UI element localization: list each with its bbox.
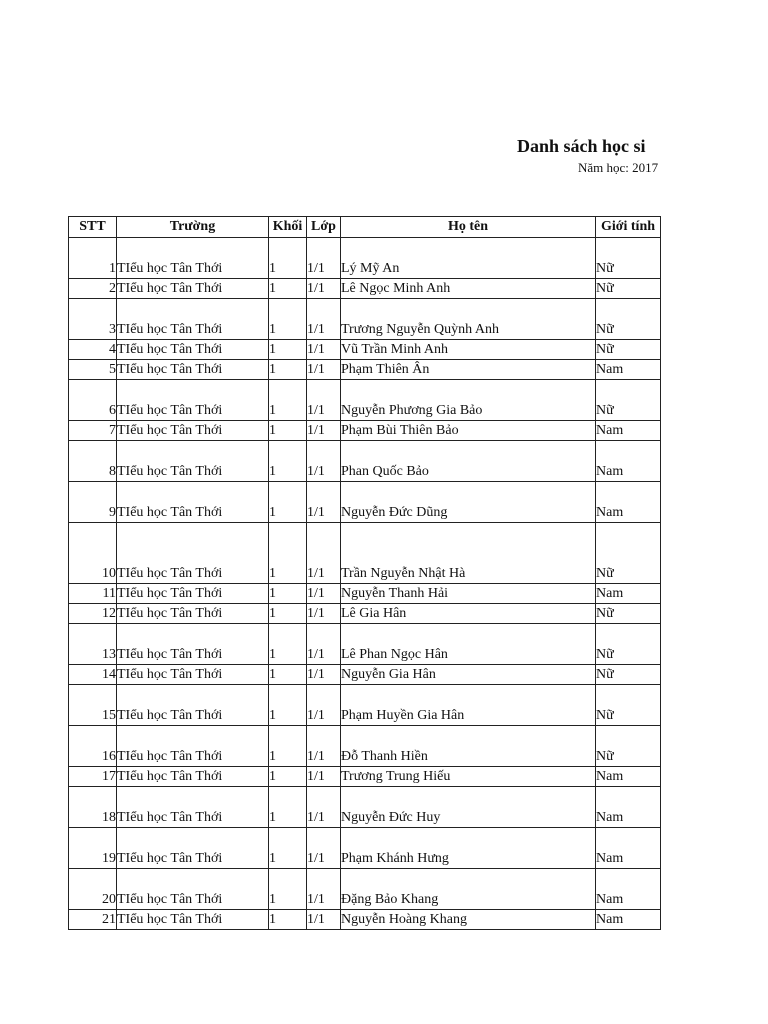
cell-stt: 13 <box>69 624 117 665</box>
cell-stt: 11 <box>69 584 117 604</box>
cell-full-name: Trương Nguyễn Quỳnh Anh <box>341 299 596 340</box>
table-row <box>69 299 661 340</box>
cell-school: TIểu học Tân Thới <box>117 340 269 360</box>
table-row <box>69 238 661 279</box>
cell-class: 1/1 <box>307 910 341 930</box>
cell-school: TIểu học Tân Thới <box>117 828 269 869</box>
school-year-label: Năm học: 2017 <box>578 160 659 175</box>
cell-school: TIểu học Tân Thới <box>117 441 269 482</box>
cell-full-name: Phạm Bùi Thiên Bảo <box>341 421 596 441</box>
header-grade: Khối <box>269 217 307 238</box>
cell-class: 1/1 <box>307 624 341 665</box>
cell-grade: 1 <box>269 665 307 685</box>
cell-stt: 1 <box>69 238 117 279</box>
cell-full-name: Lê Phan Ngọc Hân <box>341 624 596 665</box>
header-stt: STT <box>69 217 117 238</box>
cell-class: 1/1 <box>307 869 341 910</box>
cell-stt: 3 <box>69 299 117 340</box>
cell-class: 1/1 <box>307 340 341 360</box>
table-row <box>69 869 661 910</box>
cell-full-name: Nguyễn Phương Gia Bảo <box>341 380 596 421</box>
cell-full-name: Trần Nguyễn Nhật Hà <box>341 523 596 584</box>
cell-school: TIểu học Tân Thới <box>117 238 269 279</box>
table-row <box>69 604 661 624</box>
cell-grade: 1 <box>269 624 307 665</box>
cell-gender: Nam <box>596 869 661 910</box>
cell-stt: 14 <box>69 665 117 685</box>
cell-full-name: Đặng Bảo Khang <box>341 869 596 910</box>
cell-class: 1/1 <box>307 767 341 787</box>
cell-grade: 1 <box>269 584 307 604</box>
cell-class: 1/1 <box>307 685 341 726</box>
cell-grade: 1 <box>269 340 307 360</box>
cell-school: TIểu học Tân Thới <box>117 482 269 523</box>
table-body <box>69 238 661 930</box>
cell-class: 1/1 <box>307 828 341 869</box>
cell-class: 1/1 <box>307 584 341 604</box>
cell-stt: 8 <box>69 441 117 482</box>
cell-grade: 1 <box>269 869 307 910</box>
cell-school: TIểu học Tân Thới <box>117 523 269 584</box>
cell-stt: 10 <box>69 523 117 584</box>
cell-class: 1/1 <box>307 238 341 279</box>
cell-class: 1/1 <box>307 787 341 828</box>
table-row <box>69 340 661 360</box>
table-row <box>69 910 661 930</box>
cell-school: TIểu học Tân Thới <box>117 604 269 624</box>
table-row <box>69 360 661 380</box>
cell-gender: Nữ <box>596 624 661 665</box>
cell-full-name: Nguyễn Hoàng Khang <box>341 910 596 930</box>
cell-gender: Nữ <box>596 299 661 340</box>
table-row <box>69 828 661 869</box>
cell-grade: 1 <box>269 441 307 482</box>
cell-grade: 1 <box>269 238 307 279</box>
cell-gender: Nam <box>596 584 661 604</box>
cell-school: TIểu học Tân Thới <box>117 685 269 726</box>
cell-grade: 1 <box>269 299 307 340</box>
cell-gender: Nữ <box>596 604 661 624</box>
cell-school: TIểu học Tân Thới <box>117 584 269 604</box>
cell-gender: Nữ <box>596 380 661 421</box>
cell-school: TIểu học Tân Thới <box>117 421 269 441</box>
table-row <box>69 787 661 828</box>
document-title: Danh sách học si <box>517 136 646 156</box>
table-row <box>69 421 661 441</box>
table-row <box>69 380 661 421</box>
table-row <box>69 624 661 665</box>
cell-grade: 1 <box>269 523 307 584</box>
cell-grade: 1 <box>269 787 307 828</box>
cell-stt: 9 <box>69 482 117 523</box>
cell-full-name: Nguyễn Đức Huy <box>341 787 596 828</box>
cell-grade: 1 <box>269 685 307 726</box>
cell-stt: 17 <box>69 767 117 787</box>
header-row <box>69 217 661 238</box>
header-class: Lớp <box>307 217 341 238</box>
cell-full-name: Phạm Khánh Hưng <box>341 828 596 869</box>
cell-gender: Nam <box>596 787 661 828</box>
cell-class: 1/1 <box>307 482 341 523</box>
cell-full-name: Nguyễn Gia Hân <box>341 665 596 685</box>
cell-gender: Nam <box>596 828 661 869</box>
cell-stt: 15 <box>69 685 117 726</box>
cell-school: TIểu học Tân Thới <box>117 279 269 299</box>
cell-full-name: Lê Gia Hân <box>341 604 596 624</box>
cell-school: TIểu học Tân Thới <box>117 910 269 930</box>
cell-class: 1/1 <box>307 665 341 685</box>
cell-class: 1/1 <box>307 299 341 340</box>
header-gender: Giới tính <box>596 217 661 238</box>
cell-full-name: Nguyễn Đức Dũng <box>341 482 596 523</box>
cell-stt: 4 <box>69 340 117 360</box>
cell-full-name: Phạm Thiên Ân <box>341 360 596 380</box>
cell-class: 1/1 <box>307 380 341 421</box>
cell-stt: 20 <box>69 869 117 910</box>
cell-school: TIểu học Tân Thới <box>117 787 269 828</box>
cell-full-name: Vũ Trần Minh Anh <box>341 340 596 360</box>
header-school: Trường <box>117 217 269 238</box>
cell-stt: 16 <box>69 726 117 767</box>
cell-stt: 5 <box>69 360 117 380</box>
table-row <box>69 584 661 604</box>
cell-school: TIểu học Tân Thới <box>117 380 269 421</box>
cell-grade: 1 <box>269 421 307 441</box>
table-row <box>69 726 661 767</box>
cell-gender: Nữ <box>596 726 661 767</box>
cell-school: TIểu học Tân Thới <box>117 869 269 910</box>
cell-full-name: Phan Quốc Bảo <box>341 441 596 482</box>
table-row <box>69 665 661 685</box>
cell-full-name: Nguyễn Thanh Hải <box>341 584 596 604</box>
cell-class: 1/1 <box>307 421 341 441</box>
cell-school: TIểu học Tân Thới <box>117 665 269 685</box>
cell-school: TIểu học Tân Thới <box>117 726 269 767</box>
cell-grade: 1 <box>269 767 307 787</box>
cell-stt: 19 <box>69 828 117 869</box>
cell-full-name: Lê Ngọc Minh Anh <box>341 279 596 299</box>
cell-grade: 1 <box>269 279 307 299</box>
cell-grade: 1 <box>269 726 307 767</box>
table-row <box>69 767 661 787</box>
cell-school: TIểu học Tân Thới <box>117 299 269 340</box>
cell-gender: Nữ <box>596 685 661 726</box>
cell-grade: 1 <box>269 604 307 624</box>
cell-class: 1/1 <box>307 279 341 299</box>
cell-gender: Nữ <box>596 523 661 584</box>
cell-class: 1/1 <box>307 604 341 624</box>
cell-gender: Nam <box>596 482 661 523</box>
cell-school: TIểu học Tân Thới <box>117 360 269 380</box>
cell-school: TIểu học Tân Thới <box>117 767 269 787</box>
cell-full-name: Trương Trung Hiếu <box>341 767 596 787</box>
cell-gender: Nữ <box>596 238 661 279</box>
table-row <box>69 482 661 523</box>
cell-grade: 1 <box>269 482 307 523</box>
cell-full-name: Phạm Huyền Gia Hân <box>341 685 596 726</box>
cell-full-name: Đỗ Thanh Hiền <box>341 726 596 767</box>
cell-stt: 2 <box>69 279 117 299</box>
student-list-table <box>68 216 661 930</box>
cell-stt: 6 <box>69 380 117 421</box>
cell-full-name: Lý Mỹ An <box>341 238 596 279</box>
cell-class: 1/1 <box>307 523 341 584</box>
table-row <box>69 685 661 726</box>
cell-class: 1/1 <box>307 441 341 482</box>
cell-class: 1/1 <box>307 360 341 380</box>
cell-grade: 1 <box>269 910 307 930</box>
cell-grade: 1 <box>269 360 307 380</box>
cell-grade: 1 <box>269 828 307 869</box>
table-header <box>69 217 661 238</box>
cell-gender: Nữ <box>596 279 661 299</box>
cell-gender: Nam <box>596 441 661 482</box>
cell-class: 1/1 <box>307 726 341 767</box>
table-row <box>69 441 661 482</box>
cell-stt: 21 <box>69 910 117 930</box>
cell-stt: 12 <box>69 604 117 624</box>
cell-gender: Nam <box>596 767 661 787</box>
cell-stt: 18 <box>69 787 117 828</box>
cell-school: TIểu học Tân Thới <box>117 624 269 665</box>
cell-gender: Nữ <box>596 665 661 685</box>
cell-gender: Nam <box>596 360 661 380</box>
table-row <box>69 279 661 299</box>
table-row <box>69 523 661 584</box>
cell-gender: Nam <box>596 421 661 441</box>
cell-grade: 1 <box>269 380 307 421</box>
cell-gender: Nam <box>596 910 661 930</box>
cell-stt: 7 <box>69 421 117 441</box>
header-full-name: Họ tên <box>341 217 596 238</box>
cell-gender: Nữ <box>596 340 661 360</box>
